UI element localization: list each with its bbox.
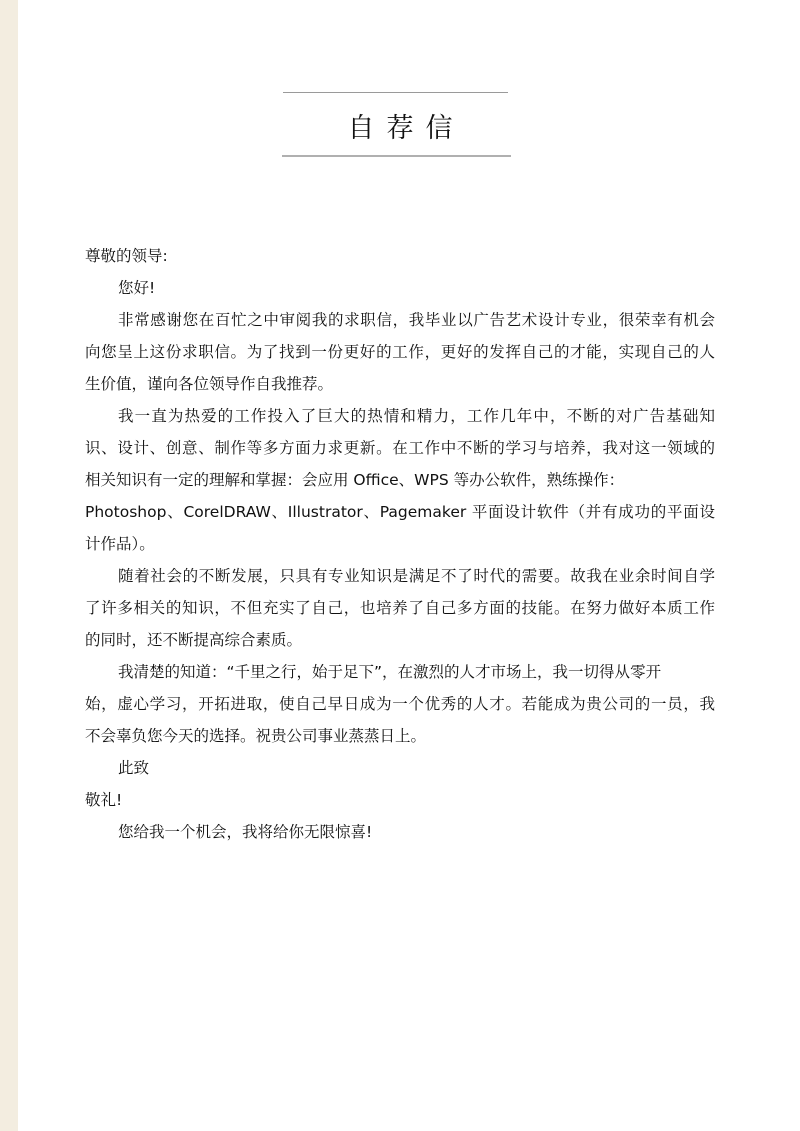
title-top-rule xyxy=(283,92,508,93)
greeting: 您好! xyxy=(118,279,156,297)
page-margin-strip xyxy=(0,0,18,1131)
paragraph-line: 识、设计、创意、制作等多方面力求更新。在工作中不断的学习与培养，我对这一领域的 xyxy=(85,439,715,457)
closing: 此致 xyxy=(118,759,150,777)
paragraph-line: 计作品）。 xyxy=(85,535,155,553)
page-title: 自荐信 xyxy=(347,113,465,144)
paragraph-line: 相关知识有一定的理解和掌握：会应用 Office、WPS 等办公软件，熟练操作： xyxy=(85,471,625,489)
paragraph xyxy=(85,560,715,656)
salutation: 尊敬的领导: xyxy=(85,247,168,265)
letter-body xyxy=(85,240,715,848)
paragraph xyxy=(85,304,715,400)
paragraph-line: 的同时，还不断提高综合素质。 xyxy=(85,631,303,649)
title-bottom-rule xyxy=(282,155,511,157)
regards: 敬礼! xyxy=(85,791,123,809)
paragraph-line: 了许多相关的知识，不但充实了自己，也培养了自己多方面的技能。在努力做好本质工作 xyxy=(85,599,715,617)
paragraph-line: 我清楚的知道：“千里之行，始于足下”，在激烈的人才市场上，我一切得从零开 xyxy=(118,663,662,681)
paragraph-line: 随着社会的不断发展，只具有专业知识是满足不了时代的需要。故我在业余时间自学 xyxy=(118,567,715,585)
paragraph-line: 始，虚心学习，开拓进取，使自己早日成为一个优秀的人才。若能成为贵公司的一员，我 xyxy=(85,695,715,713)
postscript: 您给我一个机会，我将给你无限惊喜! xyxy=(118,823,373,841)
paragraph-line: 我一直为热爱的工作投入了巨大的热情和精力，工作几年中，不断的对广告基础知 xyxy=(118,407,715,425)
paragraph-line: 向您呈上这份求职信。为了找到一份更好的工作，更好的发挥自己的才能，实现自己的人 xyxy=(85,343,715,361)
paragraph xyxy=(85,400,715,560)
paragraph-line: 生价值，谨向各位领导作自我推荐。 xyxy=(85,375,334,393)
paragraph xyxy=(85,656,715,752)
paragraph-line: Photoshop、CorelDRAW、Illustrator、Pagemaker 平面设计软件（并有成功的平面设 xyxy=(85,503,715,521)
paragraph-line: 非常感谢您在百忙之中审阅我的求职信，我毕业以广告艺术设计专业，很荣幸有机会 xyxy=(118,311,715,329)
paragraph-line: 不会辜负您今天的选择。祝贵公司事业蒸蒸日上。 xyxy=(85,727,427,745)
